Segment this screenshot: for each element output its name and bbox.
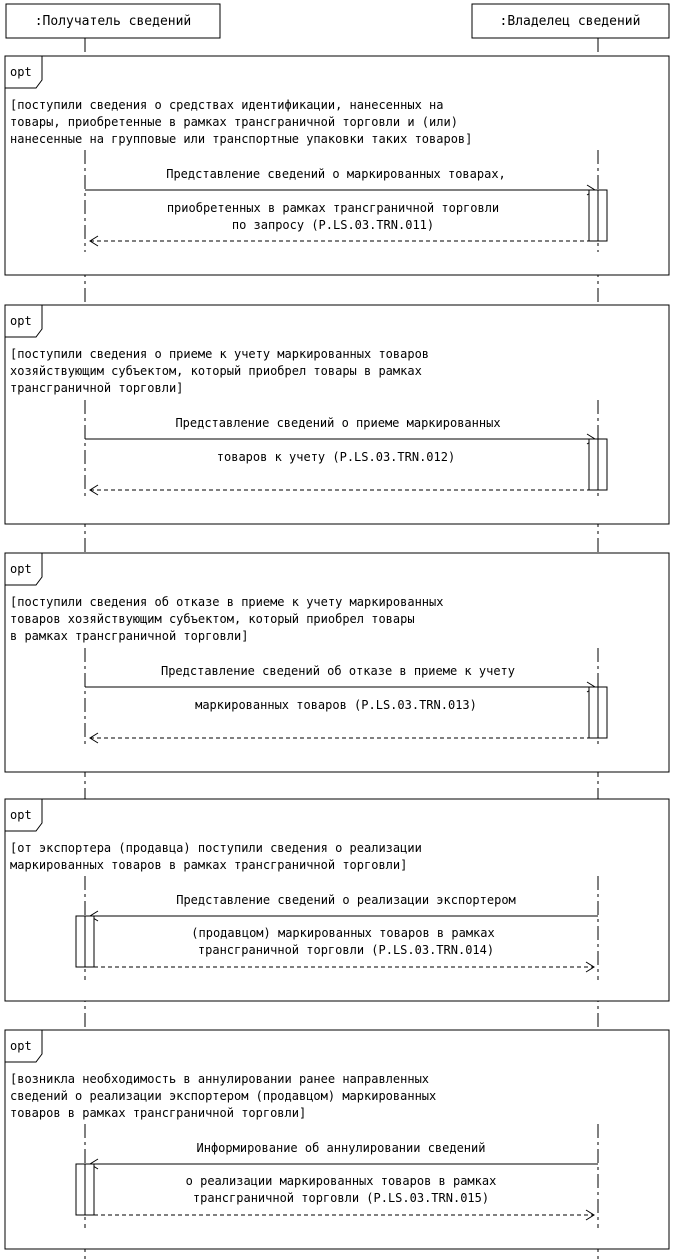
message-label-line: о реализации маркированных товаров в рамках: [185, 1174, 497, 1188]
message-label-line: Представление сведений о приеме маркированных: [175, 416, 501, 430]
opt-fragment-2: [5, 305, 669, 524]
participant-recipient: [6, 4, 220, 38]
message-label-line: Информирование об аннулировании сведений: [196, 1141, 486, 1155]
fragment-guard-line: хозяйствующим субъектом, который приобрел товары в рамках: [10, 364, 422, 378]
fragment-guard-line: товаров в рамках трансграничной торговли]: [10, 1106, 307, 1120]
fragment-guard-line: в рамках трансграничной торговли]: [10, 629, 249, 643]
message-label-line: (продавцом) маркированных товаров в рамках: [191, 926, 495, 940]
fragment-frame: [5, 553, 669, 772]
participant-owner-label: :Владелец сведений: [499, 14, 641, 29]
fragment-guard-line: [поступили сведения о приеме к учету маркированных товаров: [10, 347, 430, 361]
opt-fragment-5: [5, 1030, 669, 1249]
opt-fragment-1: [5, 56, 669, 275]
message-label-line: Представление сведений об отказе в приеме к учету: [160, 664, 516, 678]
fragment-guard-line: нанесенные на групповые или транспортные упаковки таких товаров]: [10, 132, 473, 146]
message-label-line: маркированных товаров (P.LS.03.TRN.013): [195, 698, 477, 712]
fragment-keyword: opt: [10, 1039, 32, 1053]
fragment-frame: [5, 1030, 669, 1249]
message-label-line: трансграничной торговли (P.LS.03.TRN.014): [197, 943, 495, 957]
participant-recipient-label: :Получатель сведений: [34, 14, 192, 29]
fragment-keyword: opt: [10, 314, 32, 328]
fragment-guard-line: маркированных товаров в рамках трансграничной торговли]: [10, 858, 408, 872]
fragment-frame: [5, 56, 669, 275]
fragment-guard-line: [от экспортера (продавца) поступили сведения о реализации: [10, 841, 422, 855]
fragment-guard-line: [возникла необходимость в аннулировании ранее направленных: [10, 1072, 430, 1086]
participant-owner: [472, 4, 669, 38]
message-label-line: приобретенных в рамках трансграничной торговли: [166, 201, 500, 215]
fragment-guard-line: товаров хозяйствующим субъектом, который приобрел товары: [10, 612, 415, 626]
message-label-line: Представление сведений о реализации экспортером: [176, 893, 516, 907]
fragment-keyword: opt: [10, 808, 32, 822]
fragment-guard-line: [поступили сведения об отказе в приеме к учету маркированных: [10, 595, 444, 609]
message-label-line: товаров к учету (P.LS.03.TRN.012): [216, 450, 456, 464]
message-label-line: по запросу (P.LS.03.TRN.011): [231, 218, 435, 232]
fragment-guard-line: трансграничной торговли]: [10, 381, 184, 395]
fragment-guard-line: товары, приобретенные в рамках трансграничной торговли и (или): [10, 115, 458, 129]
fragment-guard-line: [поступили сведения о средствах идентификации, нанесенных на: [10, 98, 444, 112]
message-label-line: трансграничной торговли (P.LS.03.TRN.015): [192, 1191, 490, 1205]
opt-fragment-3: [5, 553, 669, 772]
fragment-frame: [5, 305, 669, 524]
opt-fragment-4: [5, 799, 669, 1001]
fragment-keyword: opt: [10, 65, 32, 79]
fragment-keyword: opt: [10, 562, 32, 576]
message-label-line: Представление сведений о маркированных товарах,: [166, 167, 506, 181]
fragment-guard-line: сведений о реализации экспортером (продавцом) маркированных: [10, 1089, 437, 1103]
